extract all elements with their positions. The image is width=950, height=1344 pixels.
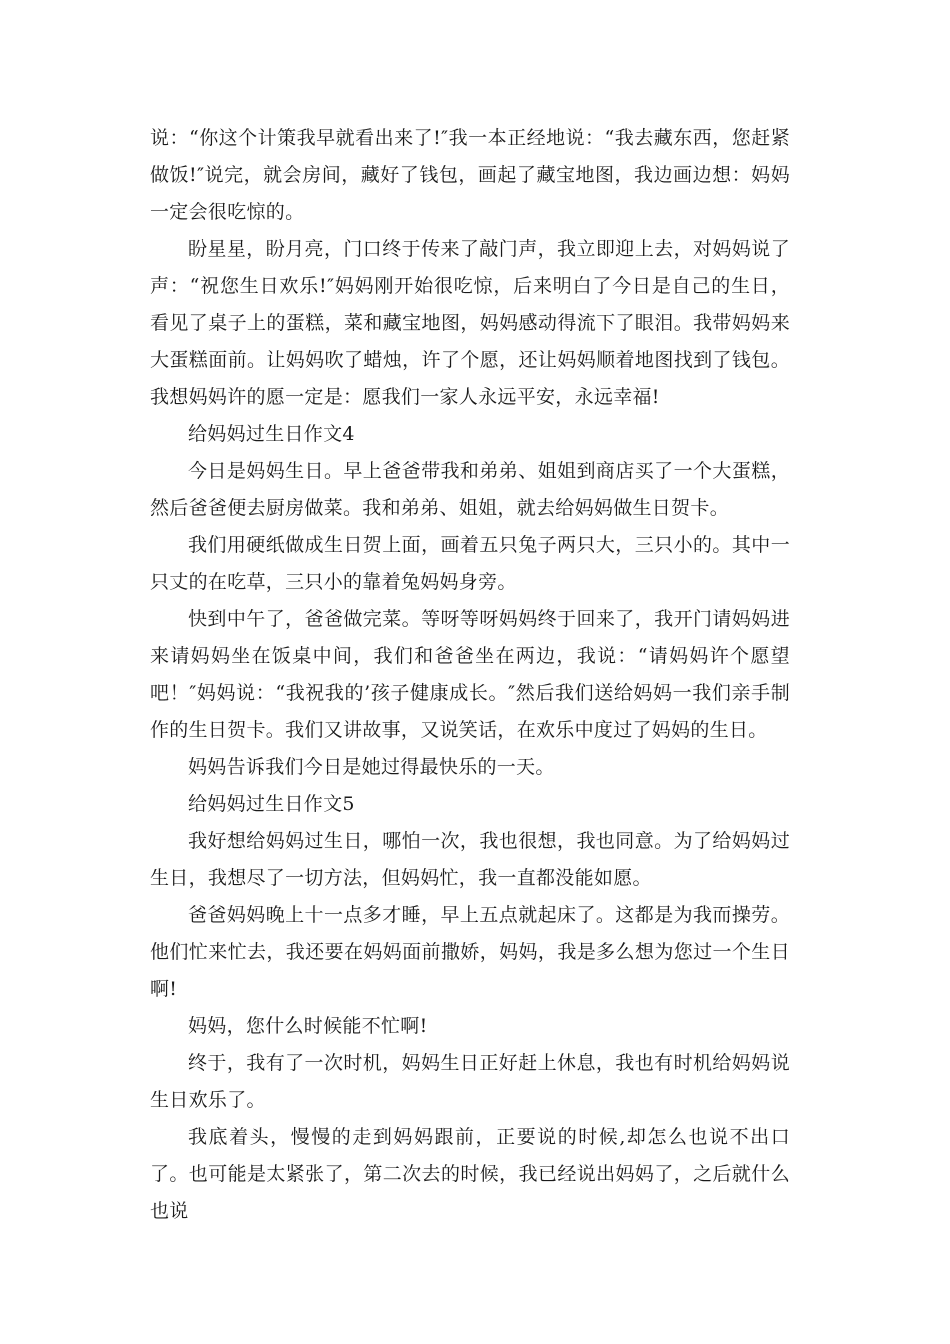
paragraph-continuation: 说：“你这个计策我早就看出来了!″我一本正经地说：“我去藏东西，您赶紧做饭!″说完，就会房间，藏好了钱包，画起了藏宝地图，我边画边想：妈妈一定会很吃惊的。	[150, 127, 790, 223]
paragraph: 终于，我有了一次时机，妈妈生日正好赶上休息，我也有时机给妈妈说生日欢乐了。	[150, 1052, 790, 1111]
section-heading: 给妈妈过生日作文5	[188, 793, 355, 815]
section-heading: 给妈妈过生日作文4	[188, 423, 355, 445]
paragraph: 今日是妈妈生日。早上爸爸带我和弟弟、姐姐到商店买了一个大蛋糕，然后爸爸便去厨房做菜。我和弟弟、姐姐，就去给妈妈做生日贺卡。	[150, 460, 790, 519]
paragraph: 爸爸妈妈晚上十一点多才睡，早上五点就起床了。这都是为我而操劳。他们忙来忙去，我还要在妈妈面前撒娇，妈妈，我是多么想为您过一个生日啊!	[150, 904, 790, 1000]
document-body	[150, 120, 790, 1230]
paragraph: 快到中午了，爸爸做完菜。等呀等呀妈妈终于回来了，我开门请妈妈进来请妈妈坐在饭桌中间，我们和爸爸坐在两边，我说：“请妈妈许个愿望吧！″妈妈说：“我祝我的’孩子健康成长。″然后我们送给妈妈一我们亲手制作的生日贺卡。我们又讲故事，又说笑话，在欢乐中度过了妈妈的生日。	[150, 608, 790, 741]
paragraph: 我们用硬纸做成生日贺上面，画着五只兔子两只大，三只小的。其中一只丈的在吃草，三只小的靠着兔妈妈身旁。	[150, 534, 790, 593]
paragraph: 妈妈告诉我们今日是她过得最快乐的一天。	[188, 756, 555, 778]
paragraph: 妈妈，您什么时候能不忙啊!	[188, 1015, 428, 1037]
paragraph: 盼星星，盼月亮，门口终于传来了敲门声，我立即迎上去，对妈妈说了声：“祝您生日欢乐!″妈妈刚开始很吃惊，后来明白了今日是自己的生日，看见了桌子上的蛋糕，菜和藏宝地图，妈妈感动得流下了眼泪。我带妈妈来大蛋糕面前。让妈妈吹了蜡烛，许了个愿，还让妈妈顺着地图找到了钱包。我想妈妈许的愿一定是：愿我们一家人永远平安，永远幸福!	[150, 238, 790, 408]
paragraph: 我底着头，慢慢的走到妈妈跟前，正要说的时候,却怎么也说不出口了。也可能是太紧张了，第二次去的时候，我已经说出妈妈了，之后就什么也说	[150, 1126, 790, 1222]
paragraph: 我好想给妈妈过生日，哪怕一次，我也很想，我也同意。为了给妈妈过生日，我想尽了一切方法，但妈妈忙，我一直都没能如愿。	[150, 830, 790, 889]
